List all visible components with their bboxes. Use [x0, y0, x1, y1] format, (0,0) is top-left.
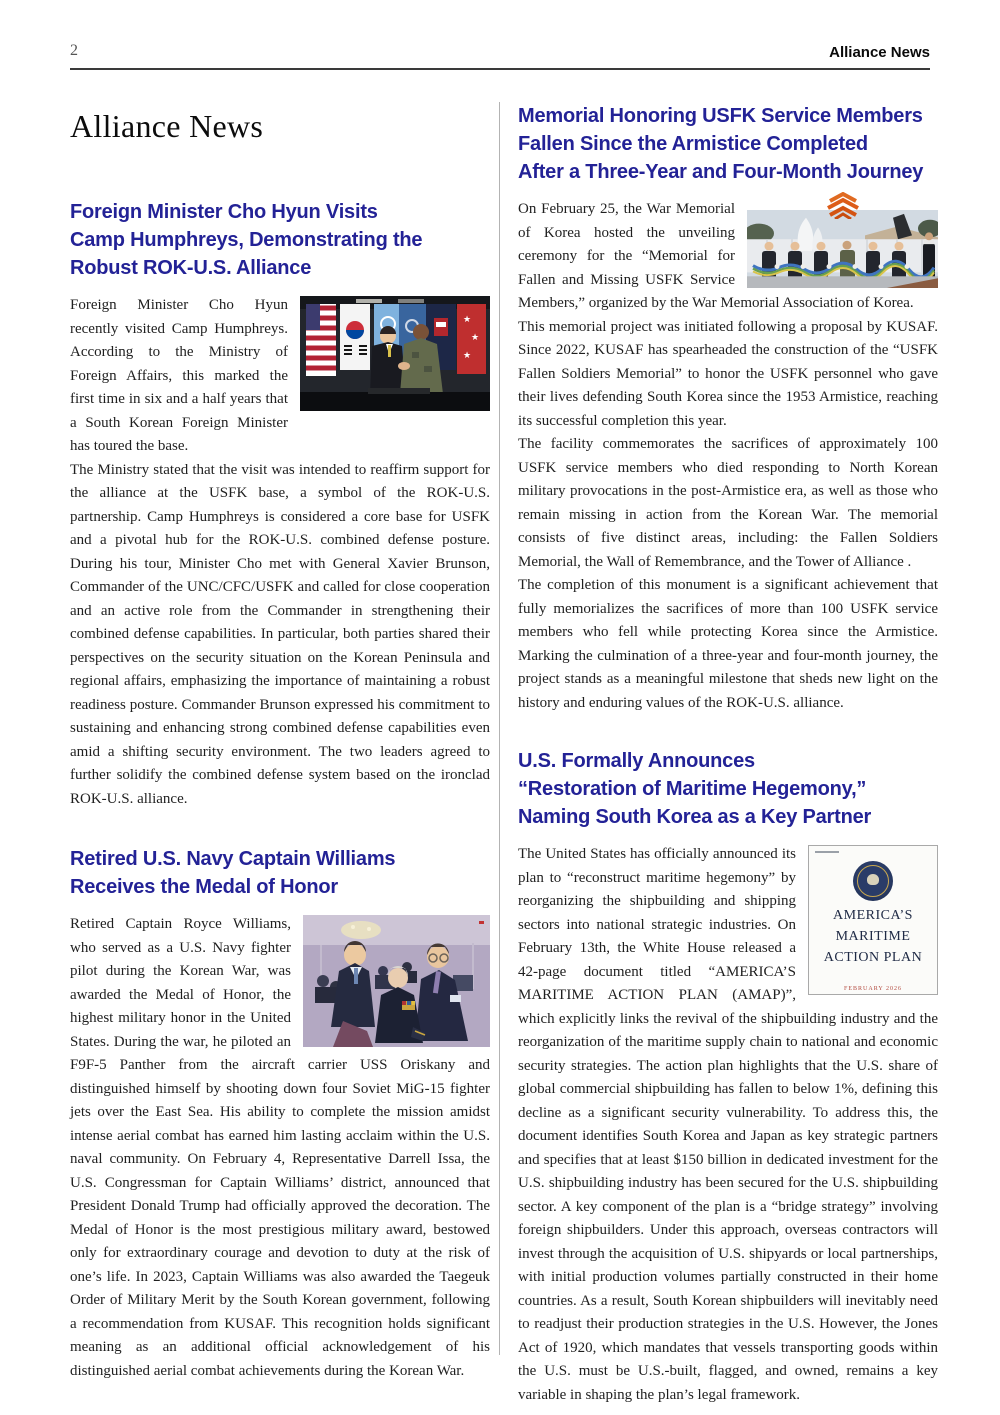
article-paragraph: The facility commemorates the sacrifices of approximately 100 USFK service members who died responding to North Korean military provocations in the post-Armistice era, as well as those who remain missing in action from the Korean War. The memorial consists of five distinct areas, including: the Fallen Soldiers Memorial, the Wall of Remembrance, and the Tower of Alliance . — [518, 436, 938, 570]
cover-title-line: MARITIME — [835, 929, 911, 944]
photo-cho-brunson-handshake — [300, 296, 490, 411]
svg-text:★: ★ — [463, 314, 472, 324]
cover-title-line: ACTION PLAN — [823, 950, 923, 965]
memorial-figure — [747, 198, 938, 288]
right-column — [518, 96, 938, 1407]
column-divider — [499, 102, 500, 1355]
article-maritime-plan — [518, 747, 938, 1407]
paragraph-text: Retired Captain Royce Williams, who served as a U.S. Navy fighter pilot during the Korean War, was awarded the Medal of Honor, the highest military honor in the United States. During the war, he piloted an F9F-5 Panther from the aircraft carrier USS Oriskany and distinguished himself by shooting down four Soviet MiG-15 fighter jets over the East Sea. His ability to complete the mission amidst intense aerial combat has earned him lasting acclaim within the U.S. naval community. On February 4, Representative Darrell Issa, the U.S. Congressman for Captain Williams’ district, announced that President Donald Trump had officially approved the decoration. The Medal of Honor is the most prestigious military award, bestowed only for extraordinary courage and devotion to duty at the risk of one’s life. In 2023, Captain Williams was also awarded the Taegeuk Order of Military Merit by the South Korean government, following a recommendation from KUSAF. This recognition holds significant meaning as an additional official acknowledgement of his distinguished aerial combat achievements during the Korean War. — [70, 916, 490, 1379]
headline-line: Naming South Korea as a Key Partner — [518, 806, 872, 828]
headline-line: Fallen Since the Armistice Completed — [518, 133, 868, 155]
photo-ribbon-cutting — [747, 210, 938, 288]
article-cho-visit — [70, 198, 490, 811]
war-memorial-logo-icon — [820, 192, 866, 219]
presidential-seal-icon — [853, 861, 893, 901]
article-medal-of-honor — [70, 845, 490, 1383]
svg-text:★: ★ — [471, 332, 480, 342]
article-paragraph: The Ministry stated that the visit was intended to reaffirm support for the alliance at the USFK base, a symbol of the ROK-U.S. partnership. Camp Humphreys is considered a core base for USFK and a pivotal hub for the ROK-U.S. combined defense posture. During his tour, Minister Cho met with General Xavier Brunson, Commander of the UNC/CFC/USFK and called for close cooperation and an active role from the Commander in strengthening their combined defense capabilities. In particular, both parties shared their perspectives on the security situation on the Korean Peninsula and regional affairs, emphasizing the importance of maintaining a robust readiness posture. Commander Brunson expressed his commitment to sustaining and enhancing strong combined defense capabilities even amid a shifting security environment. The two leaders agreed to further solidify the combined defense system based on the ironclad ROK-U.S. alliance. — [70, 461, 490, 807]
article-paragraph — [518, 843, 938, 1407]
paragraph-text: The United States has officially announced its plan to “reconstruct maritime hegemony” by reorganizing the shipbuilding and shipping sectors into national strategic industries. On February 13th, the White House released a 42-page document titled “AMERICA’S MARITIME ACTION PLAN (AMAP)”, which explicitly links the revival of the shipbuilding industry and the reorganization of the maritime supply chain to national and economic security strategies. The action plan highlights that the U.S. share of global commercial shipbuilding has fallen to below 1%, defining this decline as a significant security vulnerability. To address this, the document identifies South Korea and Japan as key strategic partners and specifies that at least $150 billion in dedicated investment for the U.S. shipbuilding industry has been secured for the U.S. shipbuilding sector. A key component of the plan is a “bridge strategy” involving foreign shipbuilders. Under this approach, overseas contractors will invest through the acquisition of U.S. shipyards or local partnerships, with initial production volumes partially constructed in their home countries. As a result, South Korean shipbuilders will inevitably need to readjust their production strategies in the U.S. However, the Jones Act of 1920, which mandates that vessels transporting goods within the U.S. must be U.S.-built, flagged, and owned, remains a key variable in shaping the plan’s legal framework. — [518, 846, 938, 1403]
amap-cover — [808, 845, 938, 995]
article-paragraph: The completion of this monument is a significant achievement that fully memorializes the sacrifices of more than 100 USFK service members who fell while protecting Korea since the Armistice. Marking the culmination of a three-year and four-month journey, the project stands as a meaningful milestone that sheds new light on the history and enduring values of the ROK-U.S. alliance. — [518, 577, 938, 711]
left-column — [70, 96, 490, 1383]
cover-date: FEBRUARY 2026 — [844, 986, 902, 992]
photo-captain-williams-ceremony — [303, 915, 490, 1047]
article-paragraph: This memorial project was initiated following a proposal by KUSAF. Since 2022, KUSAF has spearheaded the construction of the “USFK Fallen Soldiers Memorial” to honor the USFK personnel who gave their lives defending South Korea since the 1953 Armistice, reaching its successful completion this year. — [518, 318, 938, 429]
running-header-title: Alliance News — [829, 44, 930, 61]
headline-line: After a Three-Year and Four-Month Journey — [518, 161, 924, 183]
headline-line: Camp Humphreys, Demonstrating the — [70, 229, 423, 251]
article-usfk-memorial — [518, 102, 938, 715]
headline-line: Robust ROK-U.S. Alliance — [70, 257, 312, 279]
article-headline — [518, 747, 938, 831]
article-headline — [518, 102, 938, 186]
page-title: Alliance News — [70, 108, 264, 144]
paragraph-text: Foreign Minister Cho Hyun recently visited Camp Humphreys. According to the Ministry of Foreign Affairs, this marked the first time in six and a half years that a South Korean Foreign Minister has toured the base. — [70, 297, 288, 454]
paragraph-text: On February 25, the War Memorial of Korea hosted the unveiling ceremony for the “Memorial for Fallen and Missing USFK Service Members,” organized by the War Memorial Association of Korea. — [518, 201, 914, 311]
article-headline — [70, 198, 490, 282]
cover-microtext — [815, 851, 839, 853]
headline-line: U.S. Formally Announces — [518, 750, 755, 772]
headline-line: Retired U.S. Navy Captain Williams — [70, 848, 396, 870]
headline-line: “Restoration of Maritime Hegemony,” — [518, 778, 867, 800]
headline-line: Memorial Honoring USFK Service Members — [518, 105, 923, 127]
page-number: 2 — [70, 42, 78, 59]
article-paragraph — [70, 913, 490, 1383]
article-headline — [70, 845, 490, 901]
svg-text:★: ★ — [463, 350, 472, 360]
headline-line: Receives the Medal of Honor — [70, 876, 338, 898]
article-paragraph — [70, 294, 490, 459]
header-rule — [70, 68, 930, 70]
article-paragraph — [518, 198, 938, 316]
cover-title-line: AMERICA’S — [833, 908, 913, 923]
headline-line: Foreign Minister Cho Hyun Visits — [70, 201, 378, 223]
